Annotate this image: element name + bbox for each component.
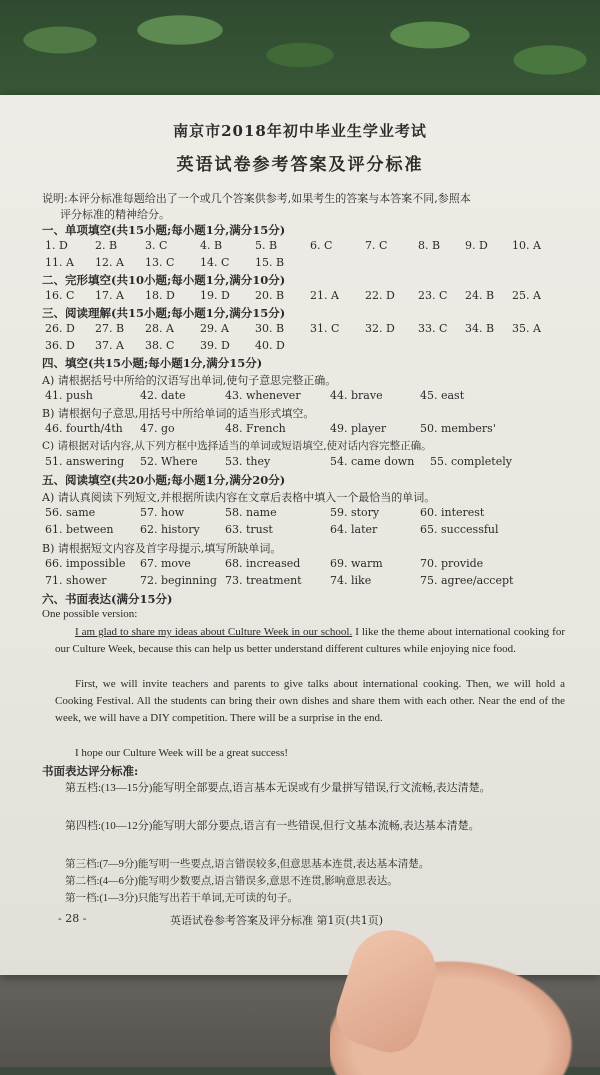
answer-item: 68. increased: [225, 557, 301, 570]
answer-item: 12. A: [95, 256, 124, 269]
answer-item: 66. impossible: [45, 557, 126, 570]
section-6-heading: 六、书面表达(满分15分): [42, 592, 173, 606]
essay-topic-sentence: I am glad to share my ideas about Culture Week in our school.: [75, 626, 353, 638]
answer-item: 36. D: [45, 339, 75, 352]
answer-item: 58. name: [225, 506, 277, 519]
answer-item: 6. C: [310, 239, 333, 252]
answer-item: 19. D: [200, 289, 230, 302]
note-line-1: 说明:本评分标准每题给出了一个或几个答案供参考,如果考生的答案与本答案不同,参照本: [42, 192, 471, 205]
answer-item: 37. A: [95, 339, 124, 352]
background-foliage: [0, 0, 600, 110]
answer-item: 27. B: [95, 322, 125, 335]
answer-item: 71. shower: [45, 574, 107, 587]
answer-item: 23. C: [418, 289, 448, 302]
answer-item: 50. members': [420, 422, 496, 435]
answer-item: 67. move: [140, 557, 191, 570]
answer-item: 2. B: [95, 239, 118, 252]
essay-paragraph-3: I hope our Culture Week will be a great success!: [75, 747, 289, 759]
section-1-heading: 一、单项填空(共15小题;每小题1分,满分15分): [42, 223, 286, 237]
answer-item: 64. later: [330, 523, 378, 536]
answer-item: 33. C: [418, 322, 448, 335]
answer-item: 11. A: [45, 256, 74, 269]
answer-item: 69. warm: [330, 557, 383, 570]
answer-item: 47. go: [140, 422, 175, 435]
answer-item: 38. C: [145, 339, 175, 352]
answer-item: 63. trust: [225, 523, 273, 536]
answer-item: 59. story: [330, 506, 380, 519]
section-5a-answers-row-1: [0, 506, 600, 522]
answer-item: 53. they: [225, 455, 271, 468]
answer-item: 3. C: [145, 239, 168, 252]
answer-item: 40. D: [255, 339, 285, 352]
answer-item: 10. A: [512, 239, 541, 252]
answer-item: 28. A: [145, 322, 174, 335]
answer-item: 17. A: [95, 289, 124, 302]
section-4b-instruction: B) 请根据句子意思,用括号中所给单词的适当形式填空。: [42, 407, 315, 420]
answer-item: 48. French: [225, 422, 286, 435]
section-4-heading: 四、填空(共15小题;每小题1分,满分15分): [42, 356, 263, 370]
section-5b-answers-row-1: [0, 557, 600, 573]
answer-item: 65. successful: [420, 523, 499, 536]
answer-key-title: 英语试卷参考答案及评分标准: [176, 155, 424, 175]
section-2-answers-row: [0, 289, 600, 305]
rubric-level-2: 第二档:(4—6分)能写明少数要点,语言错误多,意思不连贯,影响意思表达。: [65, 876, 398, 887]
answer-item: 18. D: [145, 289, 175, 302]
answer-item: 55. completely: [430, 455, 512, 468]
section-1-answers-row-2: [0, 256, 600, 272]
answer-item: 46. fourth/4th: [45, 422, 123, 435]
answer-item: 34. B: [465, 322, 495, 335]
answer-item: 61. between: [45, 523, 114, 536]
section-5a-instruction: A) 请认真阅读下列短文,并根据所读内容在文章后表格中填入一个最恰当的单词。: [42, 491, 436, 504]
answer-item: 41. push: [45, 389, 93, 402]
rubric-level-4: 第四档:(10—12分)能写明大部分要点,语言有一些错误,但行文基本流畅,表达基本清楚。: [65, 820, 480, 832]
answer-item: 52. Where: [140, 455, 198, 468]
answer-item: 4. B: [200, 239, 223, 252]
answer-item: 7. C: [365, 239, 388, 252]
answer-item: 60. interest: [420, 506, 485, 519]
section-2-heading: 二、完形填空(共10小题;每小题1分,满分10分): [42, 273, 286, 287]
section-3-heading: 三、阅读理解(共15小题;每小题1分,满分15分): [42, 306, 286, 320]
answer-item: 25. A: [512, 289, 541, 302]
section-5-heading: 五、阅读填空(共20小题;每小题1分,满分20分): [42, 473, 286, 487]
answer-item: 54. came down: [330, 455, 415, 468]
answer-item: 56. same: [45, 506, 96, 519]
essay-paragraph-2: First, we will invite teachers and parents to give talks about international cooking. Then, we will hold a Cooking Festival. All the students can bring their own dishes and share them with each other. Near the end of the week, we will have a DIY competition. There will be a surprise in the end.: [55, 678, 565, 724]
answer-item: 72. beginning: [140, 574, 217, 587]
answer-item: 24. B: [465, 289, 495, 302]
section-5b-answers-row-2: [0, 574, 600, 590]
answer-item: 49. player: [330, 422, 387, 435]
rubric-level-3: 第三档:(7—9分)能写明一些要点,语言错误较多,但意思基本连贯,表达基本清楚。: [65, 859, 430, 870]
note-line-2: 评分标准的精神给分。: [60, 208, 170, 221]
answer-item: 13. C: [145, 256, 175, 269]
section-4a-instruction: A) 请根据括号中所给的汉语写出单词,使句子意思完整正确。: [42, 374, 337, 387]
answer-item: 21. A: [310, 289, 339, 302]
rubric-title: 书面表达评分标准:: [42, 764, 139, 778]
answer-item: 5. B: [255, 239, 278, 252]
page-footer: 英语试卷参考答案及评分标准 第1页(共1页): [170, 914, 384, 927]
answer-item: 70. provide: [420, 557, 484, 570]
answer-item: 57. how: [140, 506, 185, 519]
answer-item: 35. A: [512, 322, 541, 335]
version-label: One possible version:: [42, 608, 138, 620]
answer-item: 1. D: [45, 239, 68, 252]
answer-item: 26. D: [45, 322, 75, 335]
answer-item: 14. C: [200, 256, 230, 269]
answer-item: 22. D: [365, 289, 395, 302]
answer-item: 20. B: [255, 289, 285, 302]
page-number: - 28 -: [58, 912, 87, 925]
answer-item: 45. east: [420, 389, 465, 402]
answer-item: 51. answering: [45, 455, 125, 468]
essay-paragraph-1-rest: I like the theme about international cooking for our Culture Week, because this can help us better understand different cultures while enjoying nice food.: [55, 626, 565, 655]
answer-item: 43. whenever: [225, 389, 301, 402]
answer-item: 74. like: [330, 574, 372, 587]
section-4c-answers-row: [0, 455, 600, 471]
exam-title: 南京市2018年初中毕业生学业考试: [173, 122, 427, 140]
answer-item: 8. B: [418, 239, 441, 252]
answer-item: 15. B: [255, 256, 285, 269]
rubric-level-5: 第五档:(13—15分)能写明全部要点,语言基本无误或有少量拼写错误,行文流畅,表达清楚。: [65, 782, 491, 794]
answer-item: 29. A: [200, 322, 229, 335]
section-4b-answers-row: [0, 422, 600, 438]
section-4a-answers-row: [0, 389, 600, 405]
answer-item: 62. history: [140, 523, 200, 536]
section-5b-instruction: B) 请根据短文内容及首字母提示,填写所缺单词。: [42, 542, 282, 555]
answer-item: 32. D: [365, 322, 395, 335]
answer-item: 42. date: [140, 389, 186, 402]
essay-paragraph-1: [55, 624, 565, 658]
answer-item: 31. C: [310, 322, 340, 335]
section-1-answers-row-1: [0, 239, 600, 255]
section-3-answers-row-1: [0, 322, 600, 338]
section-3-answers-row-2: [0, 339, 600, 355]
answer-item: 39. D: [200, 339, 230, 352]
answer-item: 44. brave: [330, 389, 383, 402]
section-5a-answers-row-2: [0, 523, 600, 539]
answer-item: 30. B: [255, 322, 285, 335]
answer-item: 16. C: [45, 289, 75, 302]
rubric-level-1: 第一档:(1—3分)只能写出若干单词,无可读的句子。: [65, 893, 299, 904]
answer-item: 73. treatment: [225, 574, 302, 587]
answer-item: 9. D: [465, 239, 488, 252]
section-4c-instruction: C) 请根据对话内容,从下列方框中选择适当的单词或短语填空,使对话内容完整正确。: [42, 440, 432, 452]
answer-item: 75. agree/accept: [420, 574, 514, 587]
